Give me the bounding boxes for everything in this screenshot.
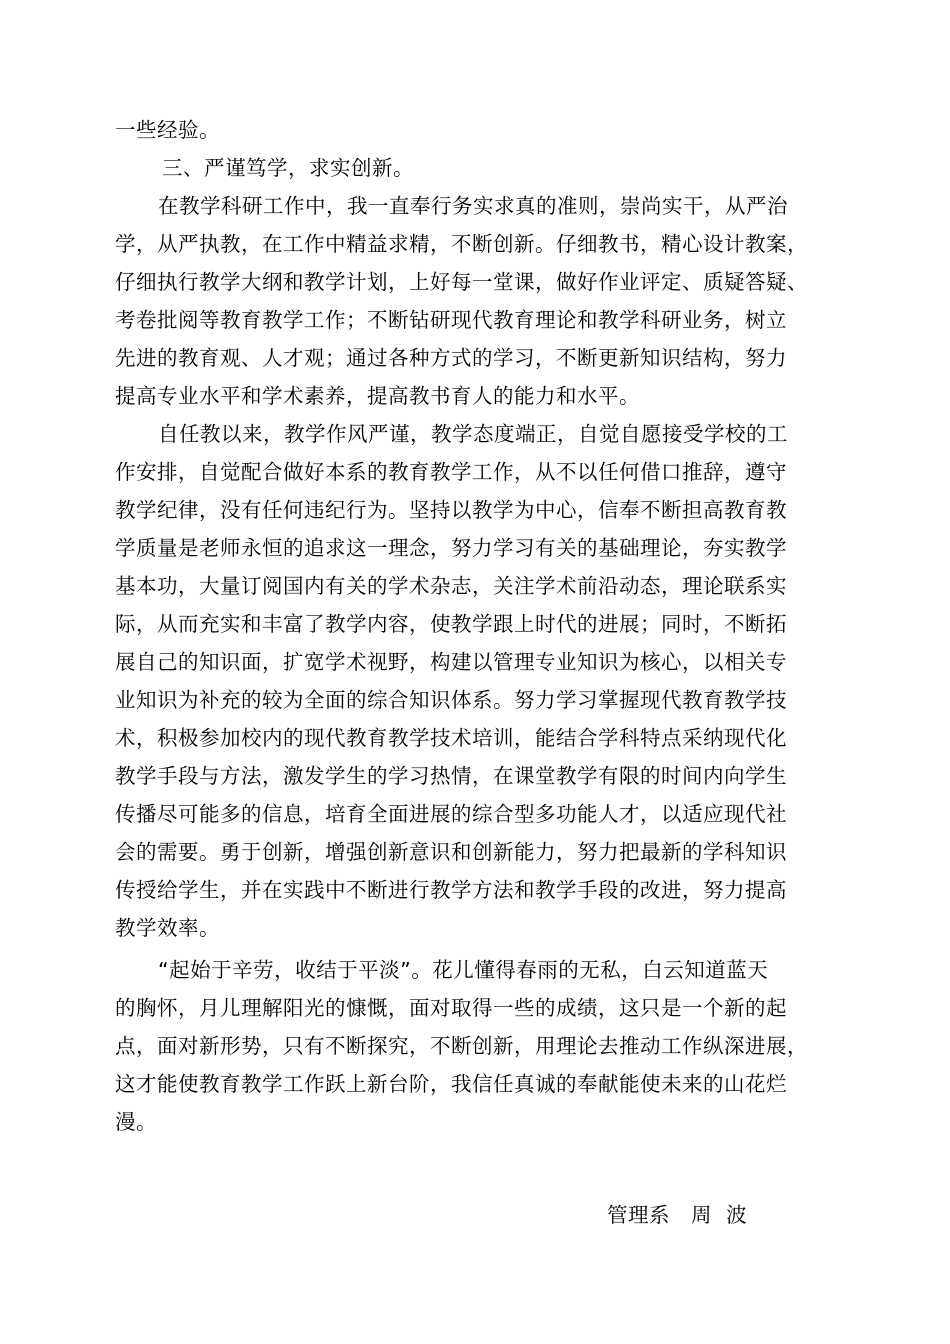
- text-line: 作安排，自觉配合做好本系的教育教学工作，从不以任何借口推辞，遵守: [115, 460, 787, 484]
- text-line: 一些经验。: [115, 118, 220, 142]
- text-line: “起始于辛劳，收结于平淡”。花儿懂得春雨的无私，白云知道蓝天: [158, 958, 769, 982]
- text-line: 展自己的知识面，扩宽学术视野，构建以管理专业知识为核心，以相关专: [115, 650, 787, 674]
- text-line: 自任教以来，教学作风严谨，教学态度端正，自觉自愿接受学校的工: [158, 422, 788, 446]
- text-line: 基本功，大量订阅国内有关的学术杂志，关注学术前沿动态，理论联系实: [115, 574, 787, 598]
- text-line: 业知识为补充的较为全面的综合知识体系。努力学习掌握现代教育教学技: [115, 688, 787, 712]
- text-line: 在教学科研工作中，我一直奉行务实求真的准则，崇尚实干，从严治: [158, 194, 788, 218]
- text-line: 的胸怀，月儿理解阳光的慷慨，面对取得一些的成绩，这只是一个新的起: [115, 996, 787, 1020]
- text-line: 这才能使教育教学工作跃上新台阶，我信任真诚的奉献能使未来的山花烂: [115, 1072, 787, 1096]
- text-line: 术，积极参加校内的现代教育教学技术培训，能结合学科特点采纳现代化: [115, 726, 787, 750]
- text-line: 际，从而充实和丰富了教学内容，使教学跟上时代的进展；同时，不断拓: [115, 612, 787, 636]
- text-line: 仔细执行教学大纲和教学计划，上好每一堂课，做好作业评定、质疑答疑、: [115, 270, 808, 294]
- text-line: 考卷批阅等教育教学工作；不断钻研现代教育理论和教学科研业务，树立: [115, 308, 787, 332]
- text-line: 提高专业水平和学术素养，提高教书育人的能力和水平。: [115, 384, 640, 408]
- text-line: 教学纪律，没有任何违纪行为。坚持以教学为中心，信奉不断担高教育教: [115, 498, 787, 522]
- text-line: 学质量是老师永恒的追求这一理念，努力学习有关的基础理论，夯实教学: [115, 536, 787, 560]
- text-line: 先进的教育观、人才观；通过各种方式的学习，不断更新知识结构，努力: [115, 346, 787, 370]
- text-line: 教学手段与方法，激发学生的学习热情，在课堂教学有限的时间内向学生: [115, 764, 787, 788]
- section-heading: 三、严谨笃学，求实创新。: [162, 156, 414, 180]
- signature: 管理系 周 波: [607, 1203, 748, 1227]
- text-line: 教学效率。: [115, 916, 220, 940]
- text-line: 传播尽可能多的信息，培育全面进展的综合型多功能人才，以适应现代社: [115, 802, 787, 826]
- text-line: 会的需要。勇于创新，增强创新意识和创新能力，努力把最新的学科知识: [115, 840, 787, 864]
- text-line: 漫。: [115, 1110, 157, 1134]
- text-line: 学，从严执教，在工作中精益求精，不断创新。仔细教书，精心设计教案，: [115, 232, 808, 256]
- text-line: 传授给学生，并在实践中不断进行教学方法和教学手段的改进，努力提高: [115, 878, 787, 902]
- text-line: 点，面对新形势，只有不断探究，不断创新，用理论去推动工作纵深进展，: [115, 1034, 808, 1058]
